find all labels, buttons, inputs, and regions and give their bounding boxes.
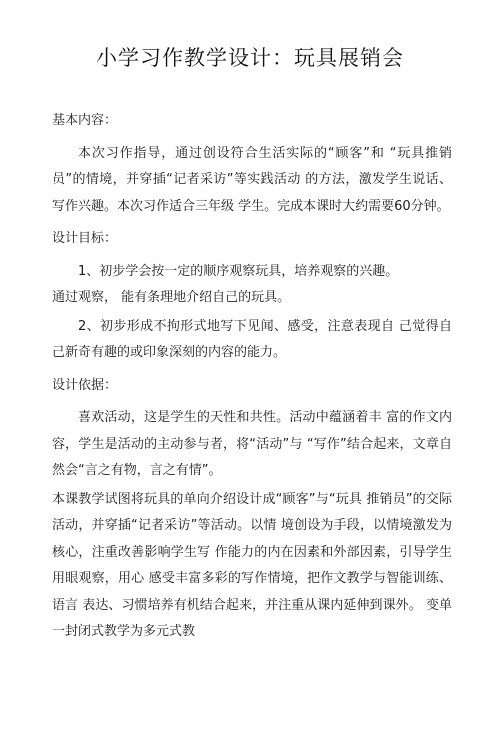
section-heading-basis: 设计依据： [52,377,118,393]
section-heading-basic: 基本内容： [52,113,118,128]
paragraph-goal-2: 2、初步形成不拘形式地写下见闻、感受，注意表现自 己觉得自己新奇有趣的或印象深刻的内容的能力。 [52,318,452,360]
paragraph-goal-1-continued: 通过观察， 能有条理地介绍自己的玩具。 [52,290,291,305]
page-title: 小学习作教学设计：玩具展销会 [96,46,404,70]
paragraph-goal-1: 1、初步学会按一定的顺序观察玩具，培养观察的兴趣。 [78,263,399,279]
section-heading-goals: 设计目标： [52,231,118,246]
document-body [52,108,452,646]
paragraph-design: 本课教学试图将玩具的单向介绍设计成“顾客”与“玩具 推销员”的交际活动，并穿插“记者采访”等活动。以情 境创设为手段，以情境激发为核心，注重改善影响学生写 作能力的内在因素和外部因素，引导学生用眼观察，用心 感受丰富多彩的写作情境，把作文教学与智能训练、语言 表达、习惯培养有机结合起来，并注重从课内延伸到课外。 变单一封闭式教学为多元式教 [52,491,452,639]
paragraph-basic: 本次习作指导，通过创设符合生活实际的“顾客”和 “玩具推销员”的情境，并穿插“记者采访”等实践活动 的方法，激发学生说话、写作兴趣。本次习作适合三年级 学生。完成本课时大约需要60分钟。 [52,145,452,214]
paragraph-basis: 喜欢活动，这是学生的天性和共性。活动中蕴涵着丰 富的作文内容，学生是活动的主动参与者，将“活动”与 “写作”结合起来，文章自然会“言之有物，言之有情”。 [52,410,452,478]
